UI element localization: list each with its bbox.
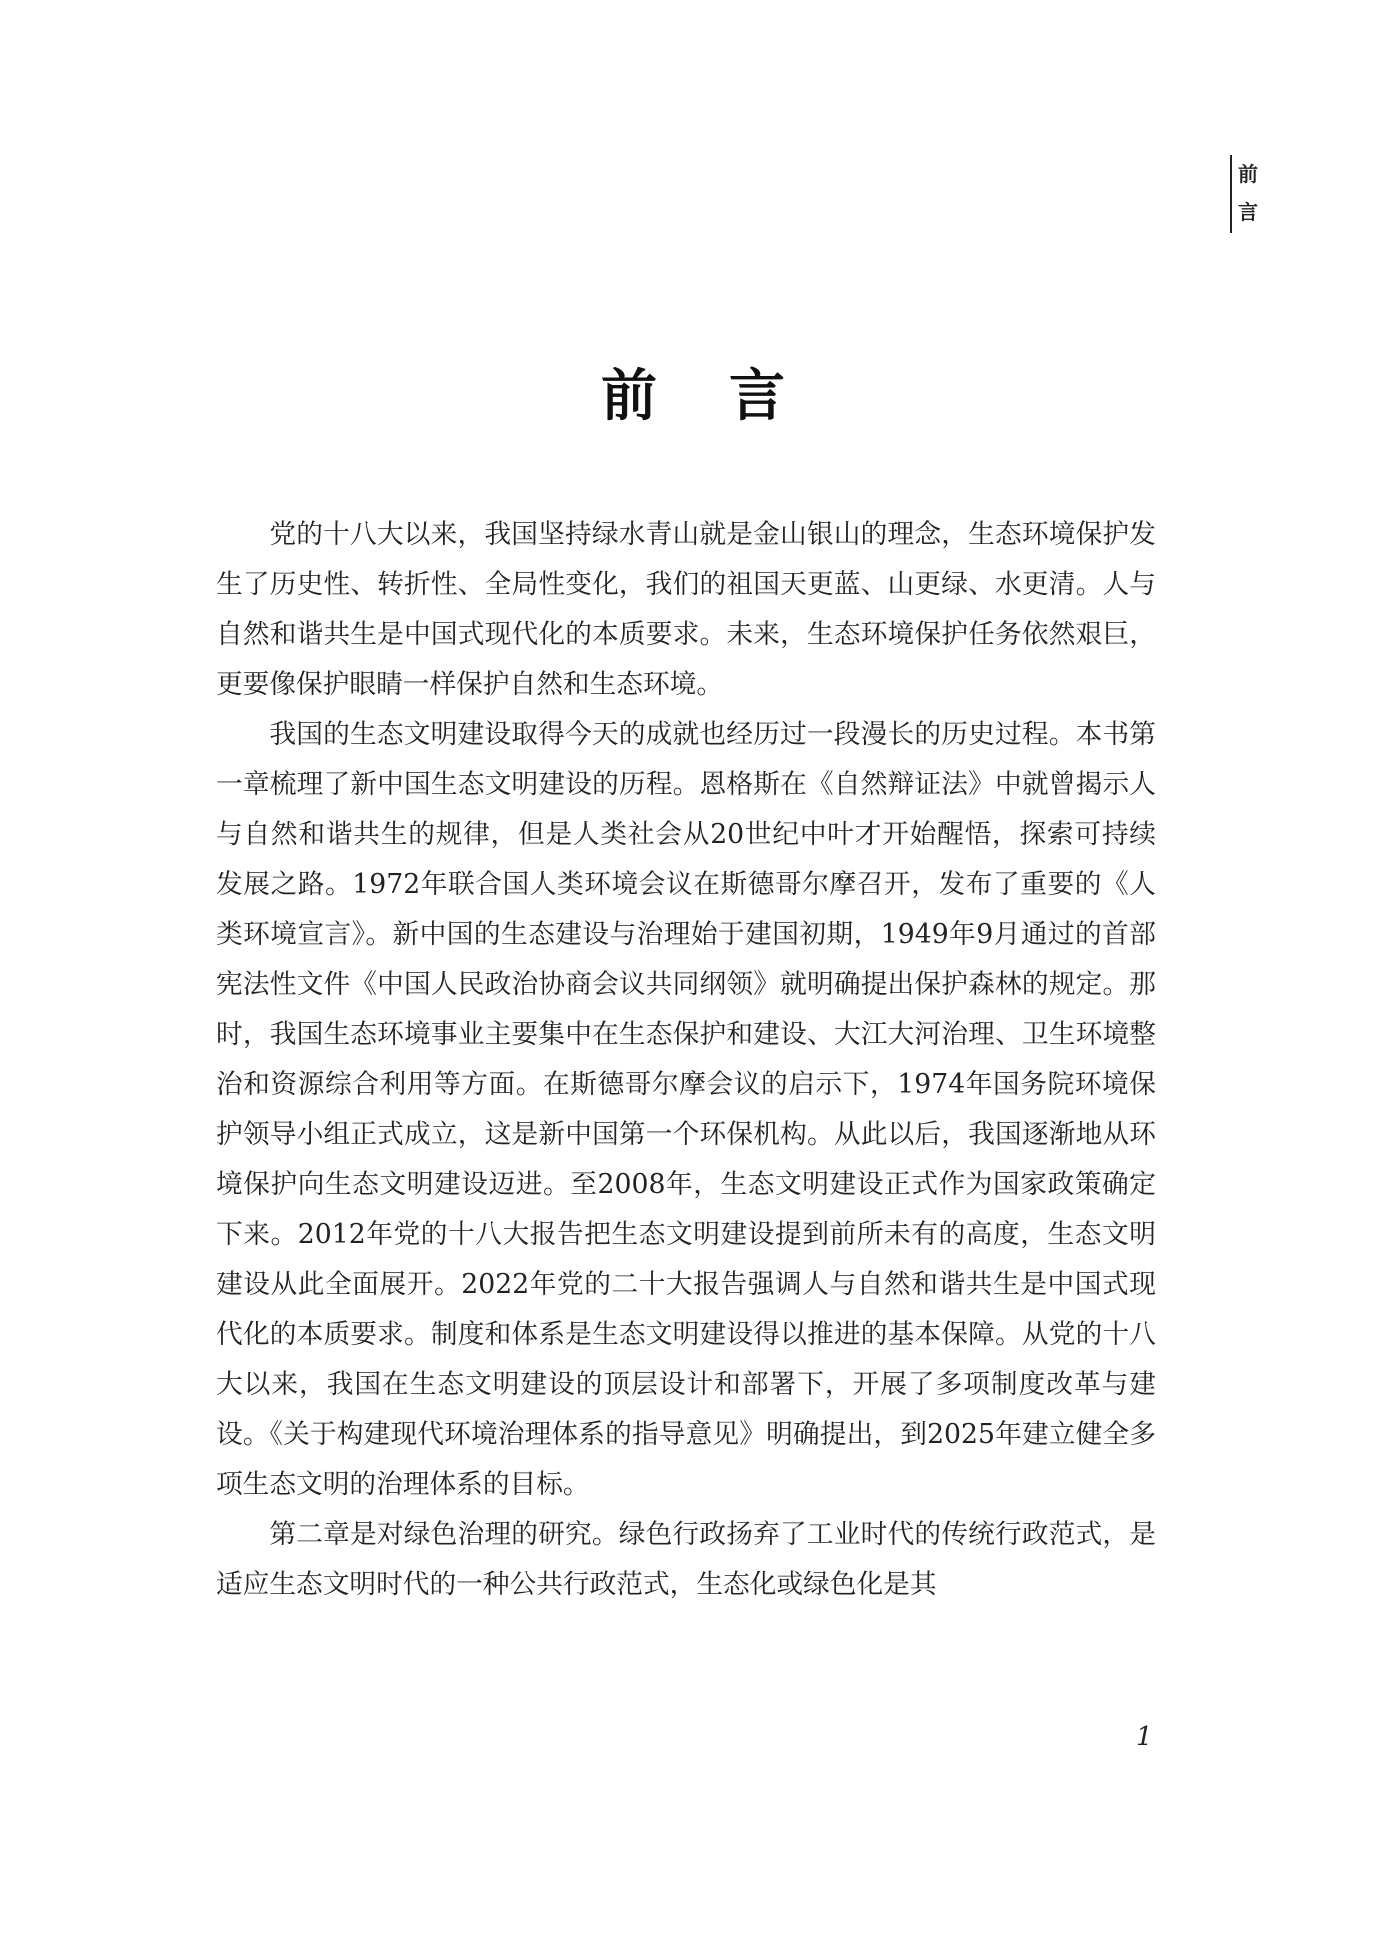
paragraph-1: 党的十八大以来，我国坚持绿水青山就是金山银山的理念，生态环境保护发生了历史性、转折性、全局性变化，我们的祖国天更蓝、山更绿、水更清。人与自然和谐共生是中国式现代化的本质要求。未来，生态环境保护任务依然艰巨，更要像保护眼睛一样保护自然和生态环境。 (216, 519, 1156, 700)
body-text (216, 510, 1156, 1610)
running-header-char-1: 前 (1238, 162, 1258, 186)
paragraph-3: 第二章是对绿色治理的研究。绿色行政扬弃了工业时代的传统行政范式，是适应生态文明时代的一种公共行政范式，生态化或绿色化是其 (216, 1519, 1156, 1600)
running-header-tab (1230, 155, 1266, 233)
page-number: 1 (1136, 1722, 1153, 1752)
running-header-char-2: 言 (1238, 200, 1258, 224)
paragraph-2: 我国的生态文明建设取得今天的成就也经历过一段漫长的历史过程。本书第一章梳理了新中国生态文明建设的历程。恩格斯在《自然辩证法》中就曾揭示人与自然和谐共生的规律，但是人类社会从20世纪中叶才开始醒悟，探索可持续发展之路。1972年联合国人类环境会议在斯德哥尔摩召开，发布了重要的《人类环境宣言》。新中国的生态建设与治理始于建国初期，1949年9月通过的首部宪法性文件《中国人民政治协商会议共同纲领》就明确提出保护森林的规定。那时，我国生态环境事业主要集中在生态保护和建设、大江大河治理、卫生环境整治和资源综合利用等方面。在斯德哥尔摩会议的启示下，1974年国务院环境保护领导小组正式成立，这是新中国第一个环保机构。从此以后，我国逐渐地从环境保护向生态文明建设迈进。至2008年，生态文明建设正式作为国家政策确定下来。2012年党的十八大报告把生态文明建设提到前所未有的高度，生态文明建设从此全面展开。2022年党的二十大报告强调人与自然和谐共生是中国式现代化的本质要求。制度和体系是生态文明建设得以推进的基本保障。从党的十八大以来，我国在生态文明建设的顶层设计和部署下，开展了多项制度改革与建设。《关于构建现代环境治理体系的指导意见》明确提出，到2025年建立健全多项生态文明的治理体系的目标。 (216, 719, 1156, 1500)
page-title: 前言 (601, 362, 857, 429)
